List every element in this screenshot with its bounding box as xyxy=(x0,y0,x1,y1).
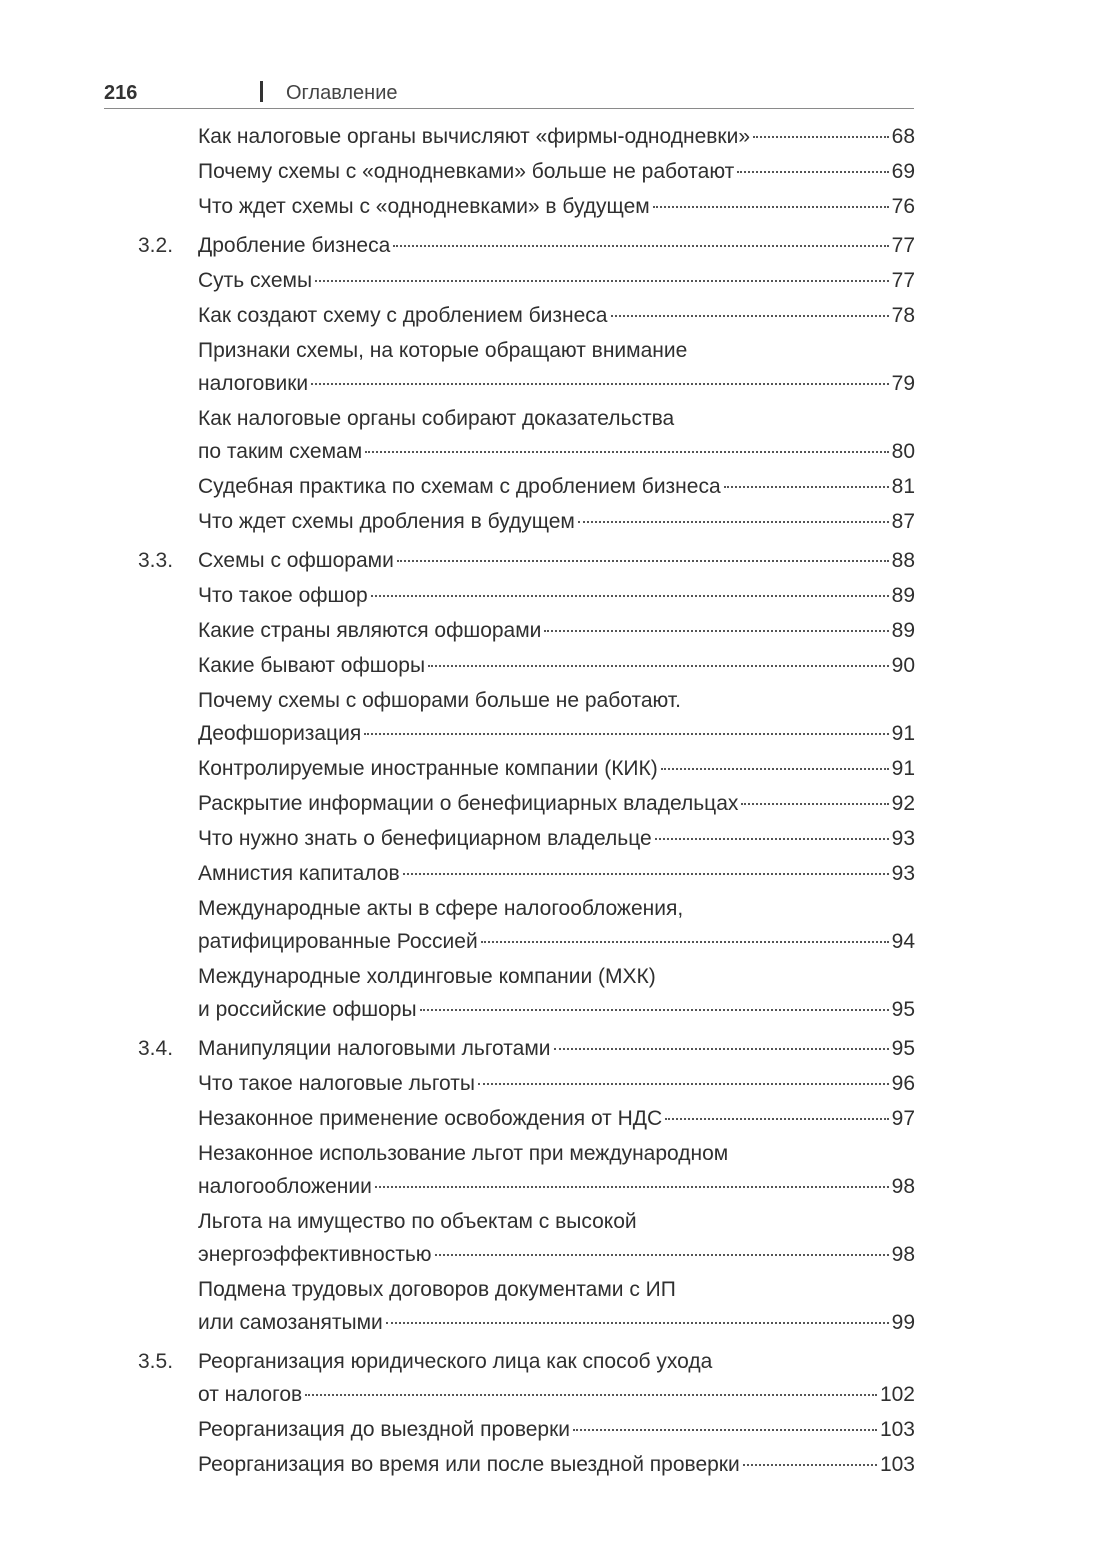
page-ref: 79 xyxy=(891,372,915,395)
entry-title: Манипуляции налоговыми льготами xyxy=(198,1037,551,1060)
entry-title: Суть схемы xyxy=(198,269,313,292)
dot-leader xyxy=(428,665,889,667)
entry-title: Как налоговые органы собирают доказательства xyxy=(198,407,675,430)
entry-title-line-leader xyxy=(198,1448,915,1481)
entry-title: Что такое офшор xyxy=(198,584,368,607)
entry-title-line-leader xyxy=(198,1306,915,1339)
toc-entry xyxy=(0,190,1104,223)
entry-title: Международные акты в сфере налогообложения, xyxy=(198,897,684,920)
entry-title: налоговики xyxy=(198,372,309,395)
dot-leader xyxy=(311,383,889,385)
entry-body xyxy=(198,579,915,612)
page-ref: 102 xyxy=(879,1383,915,1406)
dot-leader xyxy=(653,206,889,208)
entry-title-line xyxy=(198,1345,915,1378)
toc-entry xyxy=(0,960,1104,1026)
entry-title-line-leader xyxy=(198,993,915,1026)
page-ref: 95 xyxy=(891,1037,915,1060)
dot-leader xyxy=(315,280,889,282)
page-ref: 103 xyxy=(879,1418,915,1441)
header-title: Оглавление xyxy=(286,82,398,104)
dot-leader xyxy=(393,245,888,247)
toc-entry xyxy=(0,229,1104,262)
page-ref: 96 xyxy=(891,1072,915,1095)
dot-leader xyxy=(435,1254,889,1256)
entry-title: Международные холдинговые компании (МХК) xyxy=(198,965,656,988)
entry-title-line xyxy=(198,1273,915,1306)
entry-title: Реорганизация во время или после выездной проверки xyxy=(198,1453,740,1476)
entry-title: Как налоговые органы вычисляют «фирмы-однодневки» xyxy=(198,125,751,148)
entry-title-line-leader xyxy=(198,435,915,468)
entry-title: Судебная практика по схемам с дроблением бизнеса xyxy=(198,475,721,498)
entry-body xyxy=(198,752,915,785)
toc-entry xyxy=(0,1273,1104,1339)
entry-body xyxy=(198,544,915,577)
entry-title-line-leader xyxy=(198,787,915,820)
dot-leader xyxy=(611,315,889,317)
entry-title-line-leader xyxy=(198,925,915,958)
entry-title-line xyxy=(198,684,915,717)
entry-body xyxy=(198,470,915,503)
dot-leader xyxy=(665,1118,888,1120)
entry-title: по таким схемам xyxy=(198,440,363,463)
dot-leader xyxy=(397,560,889,562)
toc-entry xyxy=(0,334,1104,400)
entry-title: Почему схемы с «однодневками» больше не работают xyxy=(198,160,735,183)
dot-leader xyxy=(364,733,888,735)
page-ref: 81 xyxy=(891,475,915,498)
page-ref: 92 xyxy=(891,792,915,815)
dot-leader xyxy=(661,768,889,770)
dot-leader xyxy=(737,171,888,173)
entry-title-line-leader xyxy=(198,120,915,153)
page-ref: 95 xyxy=(891,998,915,1021)
page-ref: 94 xyxy=(891,930,915,953)
entry-title: Деофшоризация xyxy=(198,722,362,745)
entry-title: Дробление бизнеса xyxy=(198,234,391,257)
entry-body xyxy=(198,1032,915,1065)
toc-entry xyxy=(0,684,1104,750)
entry-title-line-leader xyxy=(198,505,915,538)
entry-title: энергоэффективностью xyxy=(198,1243,432,1266)
dot-leader xyxy=(375,1186,889,1188)
dot-leader xyxy=(544,630,888,632)
entry-body xyxy=(198,822,915,855)
entry-body xyxy=(198,299,915,332)
entry-title-line-leader xyxy=(198,229,915,262)
toc-entry xyxy=(0,1448,1104,1481)
toc-entry xyxy=(0,402,1104,468)
entry-body xyxy=(198,120,915,153)
toc-entry xyxy=(0,505,1104,538)
entry-title-line-leader xyxy=(198,1238,915,1271)
entry-title-line-leader xyxy=(198,1378,915,1411)
toc-entry xyxy=(0,752,1104,785)
page-ref: 77 xyxy=(891,234,915,257)
entry-title-line-leader xyxy=(198,1032,915,1065)
section-number: 3.3. xyxy=(138,549,174,572)
page-ref: 80 xyxy=(891,440,915,463)
entry-body xyxy=(198,505,915,538)
entry-title: Реорганизация до выездной проверки xyxy=(198,1418,571,1441)
dot-leader xyxy=(554,1048,889,1050)
page-ref: 87 xyxy=(891,510,915,533)
entry-body xyxy=(198,1448,915,1481)
entry-title-line-leader xyxy=(198,717,915,750)
entry-body xyxy=(198,1137,915,1203)
entry-title-line-leader xyxy=(198,190,915,223)
page-header xyxy=(104,78,914,109)
page-ref: 103 xyxy=(879,1453,915,1476)
dot-leader xyxy=(743,1464,877,1466)
toc-entry xyxy=(0,1413,1104,1446)
toc-entry xyxy=(0,1032,1104,1065)
entry-title-line-leader xyxy=(198,264,915,297)
entry-title-line-leader xyxy=(198,470,915,503)
section-number: 3.2. xyxy=(138,234,174,257)
entry-body xyxy=(198,1273,915,1339)
page-ref: 68 xyxy=(891,125,915,148)
entry-title-line-leader xyxy=(198,1102,915,1135)
dot-leader xyxy=(403,873,889,875)
entry-body xyxy=(198,334,915,400)
entry-body xyxy=(198,960,915,1026)
entry-title: Незаконное использование льгот при международном xyxy=(198,1142,729,1165)
dot-leader xyxy=(386,1322,889,1324)
page-ref: 76 xyxy=(891,195,915,218)
entry-body xyxy=(198,402,915,468)
entry-title: налогообложении xyxy=(198,1175,372,1198)
page-ref: 90 xyxy=(891,654,915,677)
dot-leader xyxy=(420,1009,889,1011)
entry-title: Какие страны являются офшорами xyxy=(198,619,542,642)
page-ref: 88 xyxy=(891,549,915,572)
section-number: 3.4. xyxy=(138,1037,174,1060)
dot-leader xyxy=(478,1083,889,1085)
entry-title-line-leader xyxy=(198,1170,915,1203)
page-ref: 93 xyxy=(891,862,915,885)
page-ref: 98 xyxy=(891,1175,915,1198)
entry-title-line-leader xyxy=(198,367,915,400)
page-ref: 77 xyxy=(891,269,915,292)
entry-title-line xyxy=(198,1205,915,1238)
entry-title: Контролируемые иностранные компании (КИК) xyxy=(198,757,658,780)
toc-entry xyxy=(0,1205,1104,1271)
page-ref: 78 xyxy=(891,304,915,327)
dot-leader xyxy=(305,1394,877,1396)
toc-entry xyxy=(0,1345,1104,1411)
entry-title: Раскрытие информации о бенефициарных владельцах xyxy=(198,792,739,815)
dot-leader xyxy=(481,941,889,943)
page-ref: 91 xyxy=(891,722,915,745)
entry-title: Признаки схемы, на которые обращают внимание xyxy=(198,339,688,362)
entry-body xyxy=(198,155,915,188)
entry-title: от налогов xyxy=(198,1383,303,1406)
entry-title: Схемы с офшорами xyxy=(198,549,394,572)
entry-title: Подмена трудовых договоров документами с ИП xyxy=(198,1278,676,1301)
entry-title-line-leader xyxy=(198,614,915,647)
entry-title: или самозанятыми xyxy=(198,1311,383,1334)
entry-title-line xyxy=(198,892,915,925)
entry-title: Амнистия капиталов xyxy=(198,862,400,885)
toc-entry xyxy=(0,470,1104,503)
entry-title: Незаконное применение освобождения от НДС xyxy=(198,1107,663,1130)
entry-title: Почему схемы с офшорами больше не работают. xyxy=(198,689,681,712)
entry-title: Льгота на имущество по объектам с высокой xyxy=(198,1210,637,1233)
entry-body xyxy=(198,892,915,958)
entry-title: Что ждет схемы дробления в будущем xyxy=(198,510,575,533)
dot-leader xyxy=(573,1429,877,1431)
entry-title-line-leader xyxy=(198,752,915,785)
entry-title: Как создают схему с дроблением бизнеса xyxy=(198,304,608,327)
entry-title-line xyxy=(198,1137,915,1170)
entry-body xyxy=(198,857,915,890)
entry-body xyxy=(198,1102,915,1135)
entry-title: Что нужно знать о бенефициарном владельце xyxy=(198,827,652,850)
entry-body xyxy=(198,787,915,820)
entry-title-line-leader xyxy=(198,649,915,682)
toc-entry xyxy=(0,1067,1104,1100)
entry-title-line xyxy=(198,402,915,435)
toc-entry xyxy=(0,544,1104,577)
page-ref: 97 xyxy=(891,1107,915,1130)
dot-leader xyxy=(371,595,889,597)
entry-body xyxy=(198,264,915,297)
entry-title-line-leader xyxy=(198,1413,915,1446)
entry-title-line-leader xyxy=(198,1067,915,1100)
toc-entry xyxy=(0,614,1104,647)
page-ref: 91 xyxy=(891,757,915,780)
entry-title-line xyxy=(198,960,915,993)
toc-entry xyxy=(0,857,1104,890)
toc-entry xyxy=(0,299,1104,332)
entry-title: и российские офшоры xyxy=(198,998,417,1021)
entry-title-line-leader xyxy=(198,299,915,332)
entry-title-line-leader xyxy=(198,579,915,612)
entry-title-line-leader xyxy=(198,155,915,188)
header-separator xyxy=(260,81,263,102)
dot-leader xyxy=(365,451,889,453)
entry-title-line xyxy=(198,334,915,367)
entry-title-line-leader xyxy=(198,822,915,855)
entry-body xyxy=(198,649,915,682)
page-ref: 69 xyxy=(891,160,915,183)
entry-title: Какие бывают офшоры xyxy=(198,654,426,677)
page-ref: 93 xyxy=(891,827,915,850)
dot-leader xyxy=(753,136,889,138)
entry-title: ратифицированные Россией xyxy=(198,930,478,953)
entry-title: Что ждет схемы с «однодневками» в будущем xyxy=(198,195,650,218)
toc-entry xyxy=(0,649,1104,682)
toc-entry xyxy=(0,822,1104,855)
toc-entry xyxy=(0,892,1104,958)
entry-title-line-leader xyxy=(198,857,915,890)
dot-leader xyxy=(578,521,889,523)
entry-body xyxy=(198,1067,915,1100)
page-ref: 89 xyxy=(891,619,915,642)
entry-body xyxy=(198,614,915,647)
entry-body xyxy=(198,1413,915,1446)
page-number: 216 xyxy=(104,82,138,104)
dot-leader xyxy=(655,838,889,840)
toc-entry xyxy=(0,579,1104,612)
dot-leader xyxy=(741,803,888,805)
page-ref: 89 xyxy=(891,584,915,607)
toc-entry xyxy=(0,155,1104,188)
entry-title: Что такое налоговые льготы xyxy=(198,1072,475,1095)
page-ref: 98 xyxy=(891,1243,915,1266)
section-number: 3.5. xyxy=(138,1350,174,1373)
toc-entry xyxy=(0,264,1104,297)
entry-body xyxy=(198,190,915,223)
dot-leader xyxy=(724,486,889,488)
page-ref: 99 xyxy=(891,1311,915,1334)
toc-entry xyxy=(0,120,1104,153)
entry-body xyxy=(198,1205,915,1271)
entry-body xyxy=(198,1345,915,1411)
entry-body xyxy=(198,684,915,750)
entry-title-line-leader xyxy=(198,544,915,577)
toc-entry xyxy=(0,1102,1104,1135)
entry-body xyxy=(198,229,915,262)
entry-title: Реорганизация юридического лица как способ ухода xyxy=(198,1350,713,1373)
toc-entry xyxy=(0,787,1104,820)
toc-entry xyxy=(0,1137,1104,1203)
